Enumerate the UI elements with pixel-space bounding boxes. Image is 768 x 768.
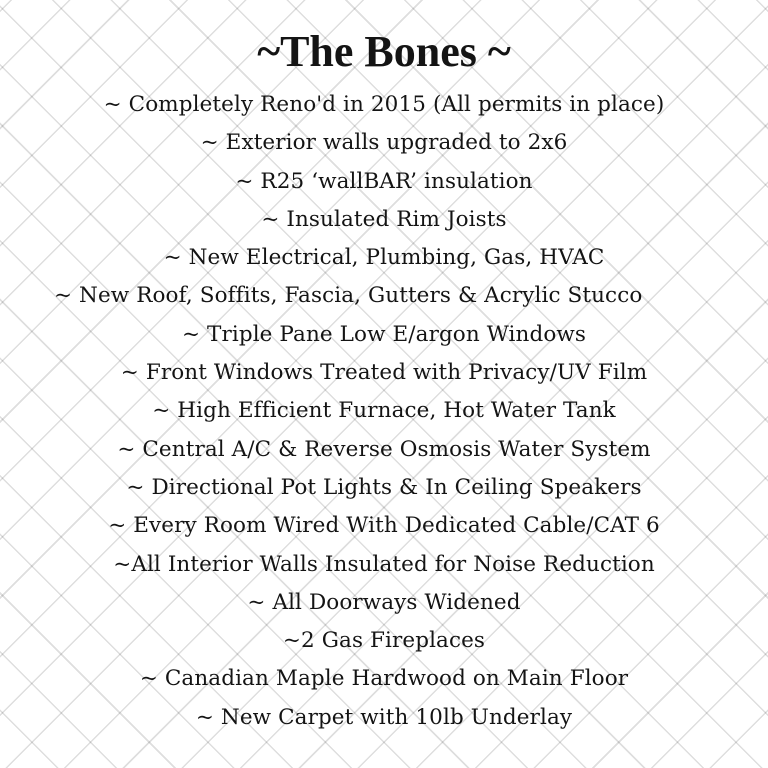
feature-item: ~ R25 ‘wallBAR’ insulation [235, 168, 533, 194]
feature-item: ~ Central A/C & Reverse Osmosis Water System [117, 436, 651, 462]
feature-item: ~All Interior Walls Insulated for Noise Reduction [113, 551, 655, 577]
feature-item: ~ New Carpet with 10lb Underlay [195, 704, 573, 730]
feature-item: ~ New Electrical, Plumbing, Gas, HVAC [163, 245, 605, 271]
feature-item: ~ Canadian Maple Hardwood on Main Floor [139, 666, 629, 692]
feature-item: ~ All Doorways Widened [247, 589, 521, 615]
feature-item: ~ Front Windows Treated with Privacy/UV Film [120, 360, 648, 386]
feature-item: ~ High Efficient Furnace, Hot Water Tank [152, 398, 616, 424]
feature-item: ~ Completely Reno'd in 2015 (All permits in place) [103, 92, 665, 117]
feature-item: ~ Every Room Wired With Dedicated Cable/CAT 6 [108, 513, 660, 539]
feature-item: ~2 Gas Fireplaces [282, 628, 486, 654]
feature-item: ~ Triple Pane Low E/argon Windows [181, 321, 587, 347]
feature-item: ~ Directional Pot Lights & In Ceiling Speakers [126, 474, 642, 500]
page-title: ~The Bones ~ [257, 27, 511, 76]
feature-item: ~ Exterior walls upgraded to 2x6 [200, 130, 568, 156]
feature-item: ~ Insulated Rim Joists [261, 206, 507, 232]
feature-list [0, 86, 768, 737]
feature-item: ~ New Roof, Soffits, Fascia, Gutters & Acrylic Stucco [54, 283, 643, 309]
